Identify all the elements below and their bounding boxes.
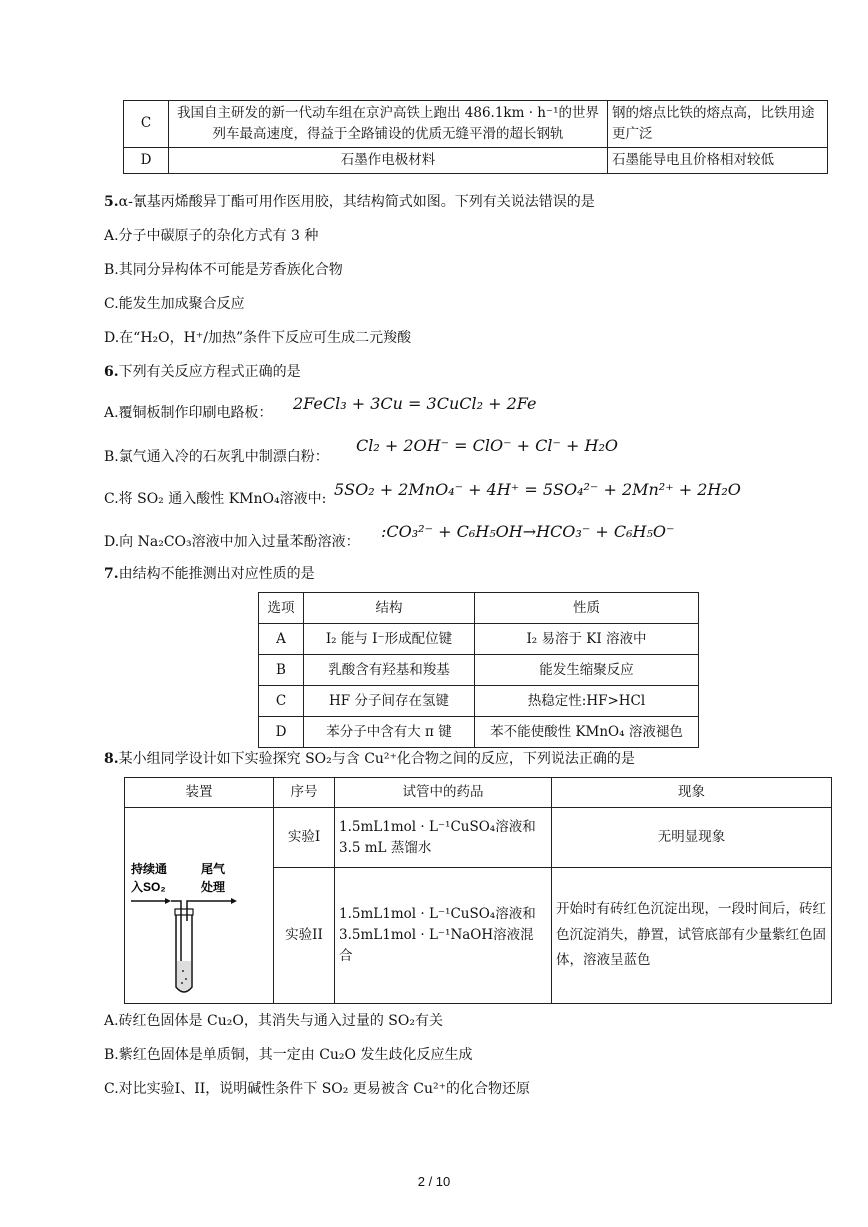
exp2-phenomenon: 开始时有砖红色沉淀出现，一段时间后，砖红色沉淀消失，静置，试管底部有少量紫红色固体，溶液呈蓝色 [552,868,832,1004]
question-text: 某小组同学设计如下实验探究 SO₂与含 Cu²⁺化合物之间的反应，下列说法正确的是 [118,751,635,767]
q5-option-b: B.其同分异构体不可能是芳香族化合物 [104,262,343,278]
structure-cell: 我国自主研发的新一代动车组在京沪高铁上跑出 486.1km · h⁻¹的世界列车最高速度，得益于全路铺设的优质无缝平滑的超长钢轨 [169,101,608,148]
test-tube-apparatus-diagram [125,811,265,1001]
q7-table [258,592,699,748]
question-text: 由结构不能推测出对应性质的是 [118,566,315,582]
exp1-reagents [335,808,552,868]
table-row [259,717,699,748]
cell: 热稳定性:HF>HCl [475,686,699,717]
q6-stem [104,361,301,381]
question-text: α-氰基丙烯酸异丁酯可用作医用胶，其结构简式如图。下列有关说法错误的是 [118,194,595,210]
cell: 乳酸含有羟基和羧基 [304,655,475,686]
q6-option-d: D.向 Na₂CO₃溶液中加入过量苯酚溶液： [104,534,360,550]
header-property: 性质 [475,593,699,624]
q5-option-c: C.能发生加成聚合反应 [104,296,245,312]
cell: HF 分子间存在氢键 [304,686,475,717]
question-number: 6. [104,364,119,380]
q6-equation-a: 2FeCl₃ + 3Cu = 3CuCl₂ + 2Fe [293,394,537,413]
q6-option-c: C.将 SO₂ 通入酸性 KMnO₄溶液中: [104,491,327,507]
cell: C [259,686,304,717]
q5-option-d: D.在“H₂O，H⁺/加热”条件下反应可生成二元羧酸 [104,330,412,346]
q6-option-a: A.覆铜板制作印刷电路板： [104,405,273,421]
table-row [259,686,699,717]
question-text: 下列有关反应方程式正确的是 [118,364,301,380]
q6-equation-d: :CO₃²⁻ + C₆H₅OH→HCO₃⁻ + C₆H₅O⁻ [381,522,675,541]
header-reagents: 试管中的药品 [335,778,552,808]
exp2-id: 实验II [274,868,335,1004]
table-header-row [259,593,699,624]
q8-option-a: A.砖红色固体是 Cu₂O，其消失与通入过量的 SO₂有关 [104,1013,443,1029]
q7-stem [104,563,315,583]
cell: 能发生缩聚反应 [475,655,699,686]
cell: A [259,624,304,655]
table-row [124,147,828,173]
gas-outlet-arrow-icon [197,898,237,904]
inlet-label-2: 入SO₂ [131,879,166,894]
cell: 苯分子中含有大 π 键 [304,717,475,748]
exp1-reagent-line-2: 3.5 mL 蒸馏水 [339,839,432,856]
row-label: C [124,101,169,148]
cell: D [259,717,304,748]
structure-cell: 石墨作电极材料 [169,147,608,173]
exp1-id: 实验I [274,808,335,868]
header-apparatus: 装置 [125,778,274,808]
test-tube-icon [175,909,193,992]
property-cell: 钢的熔点比铁的熔点高，比铁用途更广泛 [608,101,828,148]
table-row [259,655,699,686]
exp2-reagent-line-2: 3.5mL1mol · L⁻¹NaOH溶液混合 [339,927,534,964]
exp2-reagents [335,868,552,1004]
q8-stem [104,748,635,768]
table-row [124,101,828,148]
row-label: D [124,147,169,173]
q6-option-b: B.氯气通入冷的石灰乳中制漂白粉： [104,449,329,465]
cell: I₂ 能与 I⁻形成配位键 [304,624,475,655]
question-number: 5. [104,194,119,210]
q6-equation-b: Cl₂ + 2OH⁻ = ClO⁻ + Cl⁻ + H₂O [356,436,618,455]
q6-equation-c: 5SO₂ + 2MnO₄⁻ + 4H⁺ = 5SO₄²⁻ + 2Mn²⁺ + 2H₂O [334,480,741,499]
header-serial: 序号 [274,778,335,808]
table-row [259,624,699,655]
inlet-label-1: 持续通 [131,861,168,876]
exp2-reagent-line-1: 1.5mL1mol · L⁻¹CuSO₄溶液和 [339,906,536,923]
header-structure: 结构 [304,593,475,624]
exp1-reagent-line-1: 1.5mL1mol · L⁻¹CuSO₄溶液和 [339,818,536,835]
cell: I₂ 易溶于 KI 溶液中 [475,624,699,655]
question-number: 7. [104,566,119,582]
exp1-phenomenon: 无明显现象 [552,808,832,868]
cell: 苯不能使酸性 KMnO₄ 溶液褪色 [475,717,699,748]
table-header-row [125,778,832,808]
page-number: 2 / 10 [417,1174,451,1189]
q5-option-a: A.分子中碳原子的杂化方式有 3 种 [104,228,319,244]
q4-table [123,100,828,174]
q8-option-c: C.对比实验I、II，说明碱性条件下 SO₂ 更易被含 Cu²⁺的化合物还原 [104,1081,531,1097]
q5-stem [104,191,595,211]
q8-table [124,777,832,1004]
q8-option-b: B.紫红色固体是单质铜，其一定由 Cu₂O 发生歧化反应生成 [104,1047,473,1063]
apparatus-cell [125,808,274,1004]
header-option: 选项 [259,593,304,624]
table-row [125,808,832,868]
outlet-label-2: 处理 [201,879,226,894]
outlet-label-1: 尾气 [201,861,226,876]
header-phenomenon: 现象 [552,778,832,808]
property-cell: 石墨能导电且价格相对较低 [608,147,828,173]
question-number: 8. [104,751,119,767]
gas-inlet-arrow-icon [131,898,171,904]
cell: B [259,655,304,686]
